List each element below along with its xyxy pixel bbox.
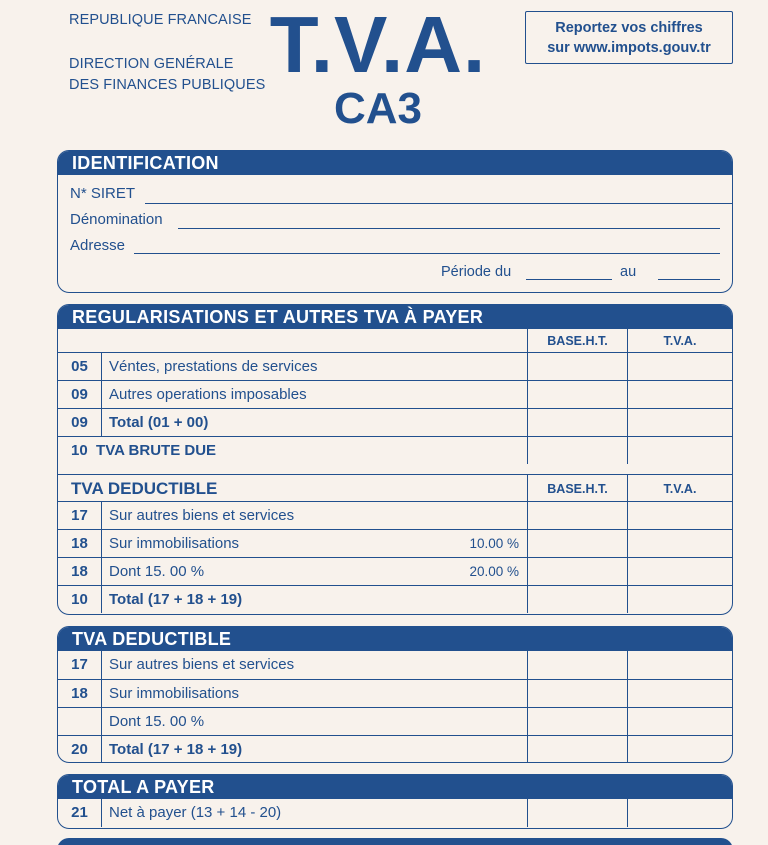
periode-label: Période du [441,264,512,280]
direction-line1: DIRECTION GENÉRALE [69,56,234,72]
row-label [102,502,528,529]
tva-cell[interactable] [628,558,732,585]
table-row [58,585,732,613]
table-row [58,501,732,529]
total-section [57,774,733,829]
base-ht-cell[interactable] [528,799,628,827]
table-row [58,352,732,380]
regularisations-section [57,304,733,615]
identification-section [57,150,733,293]
row-label-text: Sur autres biens et services [109,507,295,524]
notice-box [525,11,733,64]
rate-label: 20.00 % [469,564,519,579]
periode-end-field[interactable] [658,279,720,280]
form-subtitle: CA3 [333,84,423,133]
row-label: Véntes, prestations de services [102,353,528,380]
col-base-ht: BASE.H.T. [528,475,628,501]
base-ht-cell[interactable] [528,353,628,380]
au-label: au [620,264,637,280]
row-number [58,708,102,735]
deductible1-heading: TVA DEDUCTIBLE [58,475,528,501]
regularisations-heading: REGULARISATIONS ET AUTRES TVA À PAYER [58,305,732,329]
notice-line1: Reportez vos chiffres [555,20,703,36]
tva-cell[interactable] [628,680,732,707]
notice-line2: sur www.impots.gouv.tr [547,40,711,56]
adresse-label: Adresse [70,237,126,254]
table-row [58,707,732,735]
tva-cell[interactable] [628,353,732,380]
base-ht-cell[interactable] [528,437,628,464]
deductible2-section [57,626,733,763]
row-label: Net à payer (13 + 14 - 20) [102,799,528,827]
table-row [58,380,732,408]
row-label: Autres operations imposables [102,381,528,408]
denomination-field[interactable] [178,228,720,229]
tva-cell[interactable] [628,437,732,464]
row-label [102,558,528,585]
row-number: 18 [58,680,102,707]
row-label [102,586,528,613]
base-ht-cell[interactable] [528,381,628,408]
table-row [58,735,732,763]
table-row [58,679,732,707]
row-label: Total (17 + 18 + 19) [102,736,528,763]
row-label-text: Total (17 + 18 + 19) [109,591,243,608]
row-label: Dont 15. 00 % [102,708,528,735]
tva-cell[interactable] [628,708,732,735]
tva-cell[interactable] [628,651,732,679]
col-tva: T.V.A. [663,334,697,348]
row-label-text: Sur immobilisations [109,535,240,552]
periode-start-field[interactable] [526,279,612,280]
row-label: Sur autres biens et services [102,651,528,679]
base-ht-cell[interactable] [528,680,628,707]
table-row [58,651,732,679]
base-ht-cell[interactable] [528,409,628,436]
direction-line2: DES FINANCES PUBLIQUES [69,77,266,93]
row-number: 05 [58,353,102,380]
next-section-header [57,838,733,845]
base-ht-cell[interactable] [528,708,628,735]
tva-cell[interactable] [628,502,732,529]
base-ht-cell[interactable] [528,736,628,763]
tva-cell[interactable] [628,799,732,827]
siret-field[interactable] [145,203,733,204]
total-heading: TOTAL A PAYER [58,775,732,799]
row-number: 10 [71,442,88,459]
table-row [58,799,732,827]
rate-label: 10.00 % [469,536,519,551]
row-label-text: TVA BRUTE DUE [96,442,217,459]
republic-label: REPUBLIQUE FRANCAISE [69,12,252,28]
row-label: Total (01 + 00) [102,409,528,436]
deductible1-colhead [58,474,732,501]
row-number: 20 [58,736,102,763]
tva-cell[interactable] [628,736,732,763]
base-ht-cell[interactable] [528,651,628,679]
row-number: 17 [58,651,102,679]
row-number: 10 [58,586,102,613]
row-number: 09 [58,409,102,436]
row-label [58,437,528,464]
adresse-field[interactable] [134,253,720,254]
tva-cell[interactable] [628,530,732,557]
row-label [102,530,528,557]
base-ht-cell[interactable] [528,530,628,557]
tva-cell[interactable] [628,586,732,613]
row-label: Sur immobilisations [102,680,528,707]
base-ht-cell[interactable] [528,586,628,613]
tva-cell[interactable] [628,409,732,436]
table-row [58,557,732,585]
row-number: 17 [58,502,102,529]
row-number: 18 [58,558,102,585]
base-ht-cell[interactable] [528,558,628,585]
row-number: 21 [58,799,102,827]
tva-cell[interactable] [628,381,732,408]
siret-label: N* SIRET [70,185,136,202]
table-row [58,436,732,464]
col-base-ht: BASE.H.T. [528,329,628,352]
table-row [58,529,732,557]
form-title: T.V.A. [269,0,487,89]
table-row [58,408,732,436]
regularisations-colhead [58,329,732,352]
base-ht-cell[interactable] [528,502,628,529]
row-label-text: Dont 15. 00 % [109,563,205,580]
col-tva: T.V.A. [663,482,697,496]
denomination-label: Dénomination [70,211,163,228]
row-number: 18 [58,530,102,557]
deductible2-heading: TVA DEDUCTIBLE [58,627,732,651]
identification-heading: IDENTIFICATION [58,151,732,175]
row-number: 09 [58,381,102,408]
